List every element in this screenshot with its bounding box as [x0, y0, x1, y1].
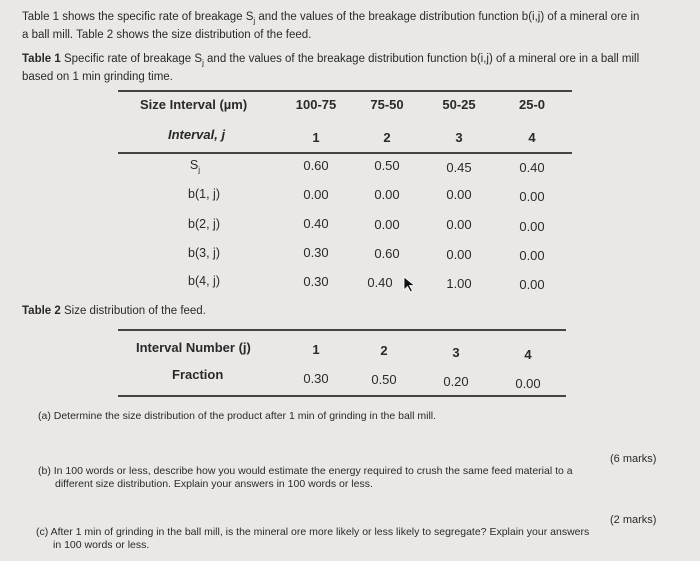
question-b-marks: (2 marks) — [610, 514, 657, 526]
table-cell: 0.40 — [519, 160, 545, 175]
size-interval-label: Size Interval (µm) — [140, 97, 248, 112]
fraction-value: 0.20 — [443, 374, 469, 389]
table-cell: 0.00 — [303, 187, 329, 202]
interval-header-1: 1 — [312, 130, 320, 145]
interval-header-2: 2 — [383, 130, 391, 145]
size-header-4: 25-0 — [518, 97, 546, 112]
table-cell: 0.00 — [446, 247, 472, 262]
interval-number-label: Interval Number (j) — [136, 340, 251, 355]
mouse-cursor-icon — [402, 276, 420, 294]
table2-caption: Table 2 Size distribution of the feed. — [22, 305, 206, 317]
interval-number-4: 4 — [524, 347, 532, 362]
fraction-value: 0.00 — [515, 376, 541, 391]
table1-caption: Table 1 Specific rate of breakage $S_j$ and the values of the breakage distribution function b(i,j) of a mineral ore in a ball mill based on 1 min grinding time. — [22, 53, 640, 84]
question-a-marks: (6 marks) — [610, 453, 657, 465]
interval-number-2: 2 — [380, 343, 388, 358]
table-cell: 0.00 — [519, 189, 545, 204]
size-header-3: 50-25 — [442, 97, 476, 112]
fraction-label: Fraction — [172, 367, 224, 382]
table2-bottom-rule — [118, 395, 566, 397]
table-cell: 0.30 — [303, 245, 329, 260]
table-cell: 0.40 — [367, 275, 393, 290]
table1-mid-rule — [118, 152, 572, 154]
question-a: (a) Determine the size distribution of the product after 1 min of grinding in the ball mill. — [38, 410, 437, 422]
table-cell: 0.60 — [374, 246, 400, 261]
row-label-b1: b(1, j) — [188, 187, 220, 201]
table-cell: 0.00 — [374, 187, 400, 202]
question-c: (c) After 1 min of grinding in the ball mill, is the mineral ore more likely or less likely to segregate? Explain your answers in 100 words or less. — [36, 526, 590, 551]
table-cell: 0.30 — [303, 274, 329, 289]
question-b: (b) In 100 words or less, describe how you would estimate the energy required to crush the same feed material to a different size distribution. Explain your answers in 100 words or less. — [38, 465, 573, 490]
table1-top-rule — [118, 90, 572, 92]
table-cell: 0.45 — [446, 160, 472, 175]
fraction-value: 0.50 — [371, 372, 397, 387]
row-label-sj: $S_j$ — [189, 158, 200, 175]
size-header-2: 75-50 — [370, 97, 404, 112]
row-label-b2: b(2, j) — [188, 217, 220, 231]
table-cell: 0.40 — [303, 216, 329, 231]
size-header-1: 100-75 — [295, 97, 337, 112]
intro-text: Table 1 shows the specific rate of breakage $S_j$ and the values of the breakage distribution function b(i,j) of a mineral ore in a ball mill. Table 2 shows the size distribution of the feed. — [22, 11, 640, 42]
interval-header-4: 4 — [528, 130, 536, 145]
row-label-b3: b(3, j) — [188, 246, 220, 260]
table-cell: 0.00 — [519, 248, 545, 263]
table-cell: 1.00 — [446, 276, 472, 291]
table-cell: 0.00 — [519, 277, 545, 292]
interval-label: Interval, j — [168, 127, 226, 142]
table-cell: 0.00 — [519, 219, 545, 234]
interval-header-3: 3 — [455, 130, 463, 145]
table-cell: 0.00 — [374, 217, 400, 232]
table-cell: 0.00 — [446, 217, 472, 232]
table-cell: 0.60 — [303, 158, 329, 173]
fraction-value: 0.30 — [303, 371, 329, 386]
interval-number-1: 1 — [312, 342, 320, 357]
table-cell: 0.00 — [446, 187, 472, 202]
interval-number-3: 3 — [452, 345, 460, 360]
table2-top-rule — [118, 329, 566, 331]
table-cell: 0.50 — [374, 158, 400, 173]
row-label-b4: b(4, j) — [188, 274, 220, 288]
